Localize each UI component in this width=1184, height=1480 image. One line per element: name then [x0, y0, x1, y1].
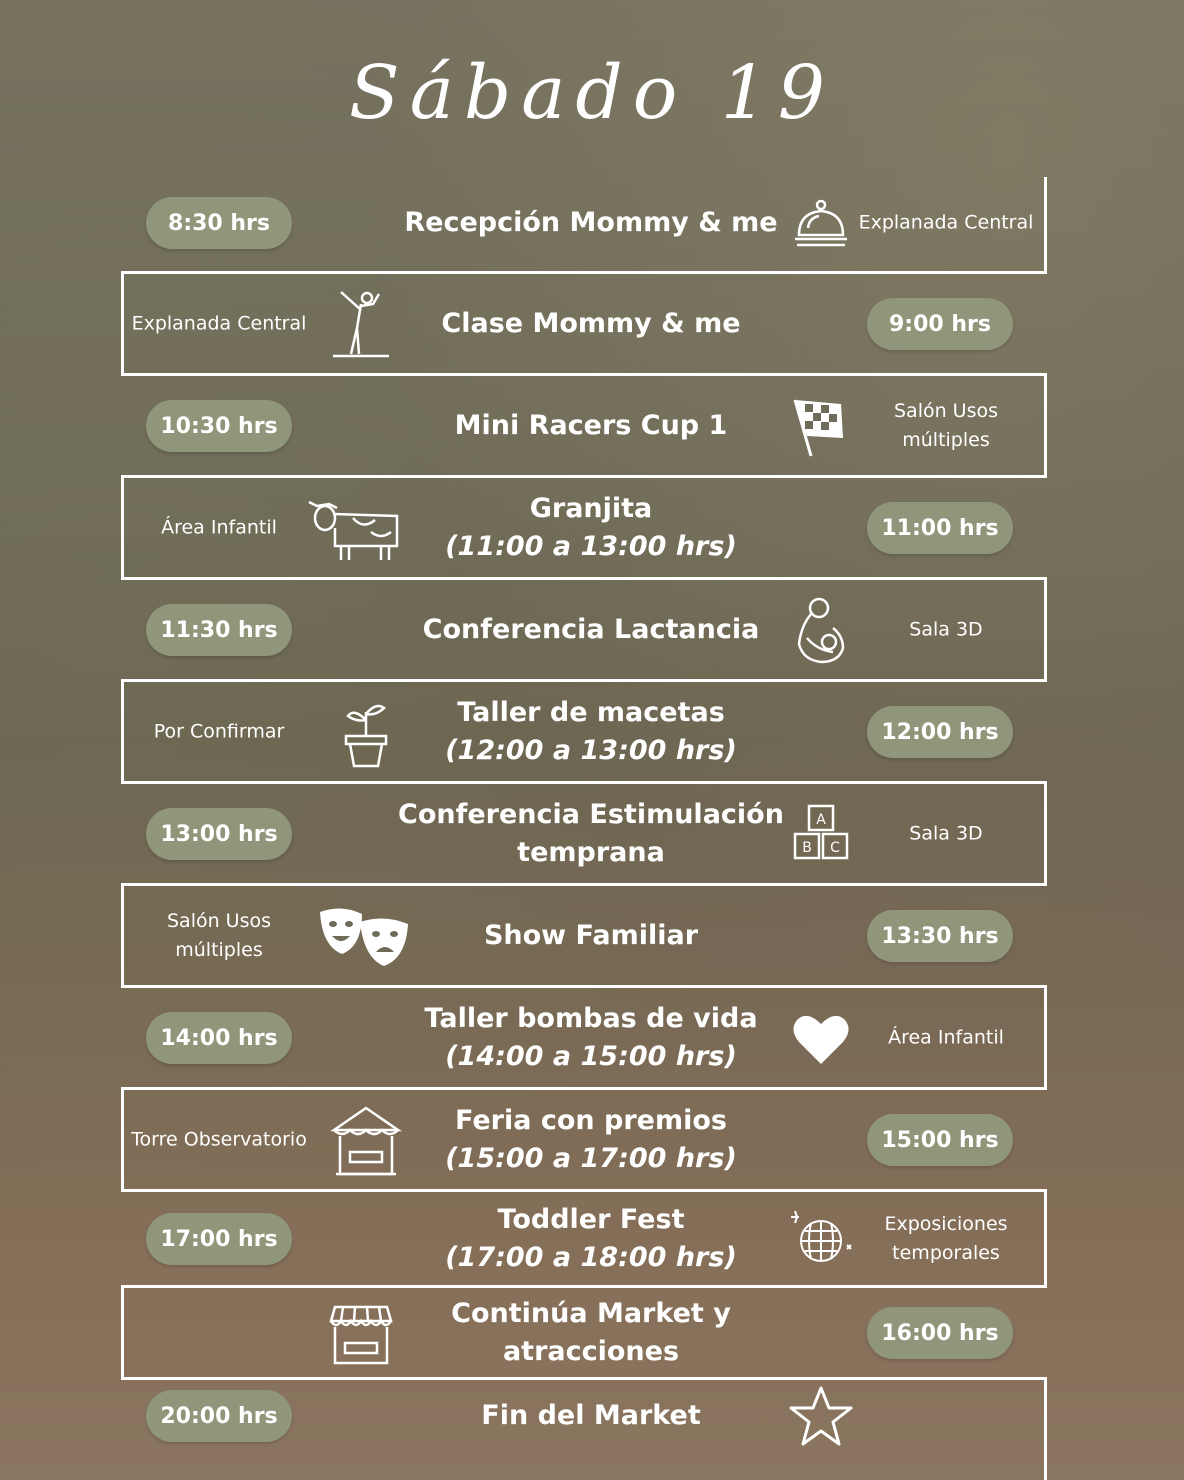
- event-title: Granjita (11:00 a 13:00 hrs): [445, 493, 737, 562]
- schedule-row: [121, 782, 1047, 886]
- event-location: Salón Usos múltiples: [166, 910, 272, 961]
- schedule-row: [121, 1378, 1047, 1480]
- time-pill: 12:00 hrs: [867, 706, 1013, 758]
- event-location: Área Infantil: [161, 516, 277, 539]
- event-title: Show Familiar: [483, 920, 699, 951]
- event-location: Salón Usos múltiples: [893, 400, 999, 451]
- time-pill: 14:00 hrs: [146, 1012, 292, 1064]
- event-title: Toddler Fest (17:00 a 18:00 hrs): [445, 1204, 737, 1273]
- time-pill: 10:30 hrs: [146, 400, 292, 452]
- event-location: Torre Observatorio: [131, 1128, 307, 1151]
- event-title: Fin del Market: [481, 1400, 701, 1431]
- svg-text:B: B: [802, 840, 812, 856]
- time-pill: 16:00 hrs: [867, 1307, 1013, 1359]
- event-title: Taller bombas de vida (14:00 a 15:00 hrs): [424, 1003, 758, 1072]
- event-title: Recepción Mommy & me: [404, 207, 778, 238]
- schedule-row: [121, 272, 1047, 376]
- schedule-row: [121, 884, 1047, 988]
- event-title: Continúa Market y atracciones: [451, 1298, 731, 1367]
- schedule-row: [121, 1286, 1047, 1380]
- schedule-row: [121, 1088, 1047, 1192]
- time-pill: 15:00 hrs: [867, 1114, 1013, 1166]
- abc-blocks-icon: [781, 794, 861, 874]
- time-pill: 13:30 hrs: [867, 910, 1013, 962]
- schedule-row: [121, 172, 1047, 274]
- schedule-row: [121, 578, 1047, 682]
- time-pill: 9:00 hrs: [867, 298, 1013, 350]
- star-icon: [781, 1376, 861, 1456]
- event-location: Por Confirmar: [153, 720, 285, 743]
- time-pill: 8:30 hrs: [146, 197, 292, 249]
- event-title: Feria con premios (15:00 a 17:00 hrs): [445, 1105, 737, 1174]
- event-title: Conferencia Lactancia: [422, 614, 760, 645]
- schedule-row: [121, 1190, 1047, 1288]
- event-location: Explanada Central: [858, 211, 1034, 234]
- time-pill: 20:00 hrs: [146, 1390, 292, 1442]
- schedule-row: [121, 374, 1047, 478]
- time-pill: 11:30 hrs: [146, 604, 292, 656]
- page-title: Sábado 19: [349, 50, 835, 136]
- time-pill: 11:00 hrs: [867, 502, 1013, 554]
- service-bell-icon: [781, 183, 861, 263]
- time-pill: 17:00 hrs: [146, 1213, 292, 1265]
- heart-icon: [781, 998, 861, 1078]
- event-location: Sala 3D: [909, 822, 983, 845]
- event-title: Clase Mommy & me: [441, 308, 741, 339]
- event-location: Explanada Central: [131, 312, 307, 335]
- event-location: Área Infantil: [888, 1026, 1004, 1049]
- svg-text:A: A: [816, 812, 826, 828]
- event-location: Exposiciones temporales: [884, 1213, 1008, 1264]
- event-title: Taller de macetas (12:00 a 13:00 hrs): [445, 697, 737, 766]
- time-pill: 13:00 hrs: [146, 808, 292, 860]
- event-location: Sala 3D: [909, 618, 983, 641]
- event-title: Mini Racers Cup 1: [454, 410, 728, 441]
- schedule-row: [121, 986, 1047, 1090]
- schedule-row: [121, 680, 1047, 784]
- breastfeeding-icon: [781, 590, 861, 670]
- disco-ball-icon: [781, 1199, 861, 1279]
- event-title: Conferencia Estimulación temprana: [398, 799, 784, 868]
- checkered-flag-icon: [781, 386, 861, 466]
- schedule-row: [121, 476, 1047, 580]
- svg-text:C: C: [830, 840, 840, 856]
